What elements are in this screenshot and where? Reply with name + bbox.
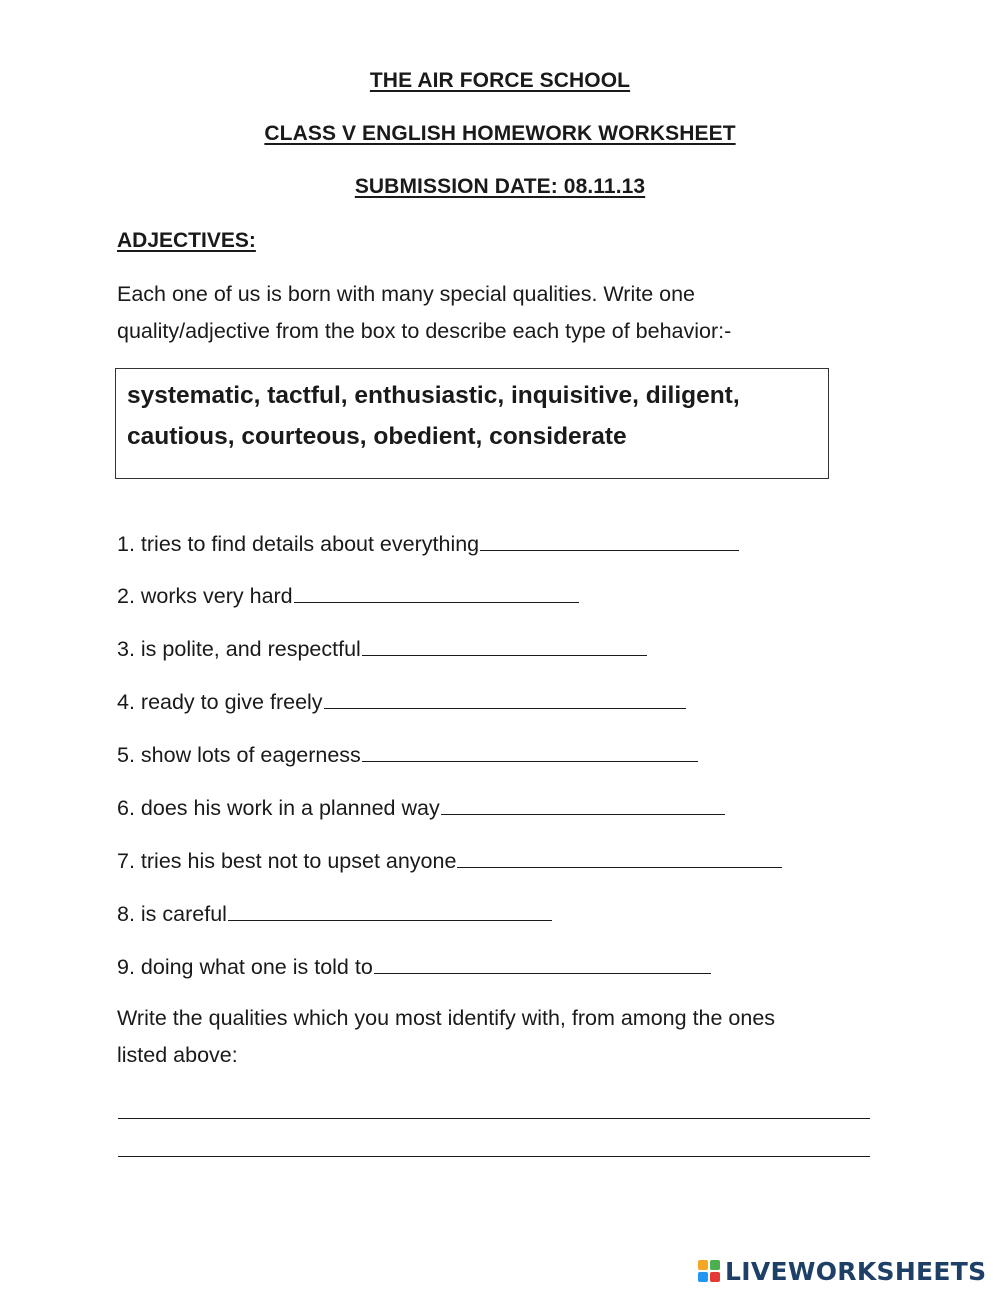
question-text: 7. tries his best not to upset anyone <box>117 849 457 873</box>
instruction-line-2: quality/adjective from the box to describe each type of behavior:- <box>117 319 732 343</box>
final-prompt-line-2: listed above: <box>117 1043 238 1067</box>
answer-blank[interactable] <box>457 866 782 868</box>
block-4 <box>710 1272 720 1282</box>
answer-blank[interactable] <box>228 919 552 921</box>
final-prompt-line-1: Write the qualities which you most identify with, from among the ones <box>117 1006 776 1030</box>
answer-line-1[interactable] <box>118 1118 870 1119</box>
word-box <box>115 368 829 479</box>
question-1 <box>117 529 739 559</box>
worksheet-title: CLASS V ENGLISH HOMEWORK WORKSHEET <box>264 122 736 145</box>
answer-blank[interactable] <box>374 972 711 974</box>
answer-blank[interactable] <box>362 760 698 762</box>
block-3 <box>698 1272 708 1282</box>
answer-blank[interactable] <box>441 813 725 815</box>
instruction-line-1: Each one of us is born with many special qualities. Write one <box>117 282 696 306</box>
question-9 <box>117 952 711 982</box>
question-5 <box>117 740 698 770</box>
question-text: 8. is careful <box>117 902 227 926</box>
block-1 <box>698 1260 708 1270</box>
question-text: 9. doing what one is told to <box>117 955 373 979</box>
block-2 <box>710 1260 720 1270</box>
answer-blank[interactable] <box>324 707 686 709</box>
question-8 <box>117 899 552 929</box>
question-text: 4. ready to give freely <box>117 690 323 714</box>
question-text: 5. show lots of eagerness <box>117 743 361 767</box>
final-prompt <box>117 1000 877 1074</box>
answer-blank[interactable] <box>294 601 579 603</box>
word-box-line-1: systematic, tactful, enthusiastic, inquisitive, diligent, <box>127 382 740 409</box>
school-name: THE AIR FORCE SCHOOL <box>369 69 631 92</box>
question-text: 6. does his work in a planned way <box>117 796 440 820</box>
instructions <box>117 276 877 350</box>
answer-blank[interactable] <box>480 549 739 551</box>
answer-line-2[interactable] <box>118 1156 870 1157</box>
section-title: ADJECTIVES: <box>117 229 256 252</box>
word-box-line-2: cautious, courteous, obedient, considerate <box>127 423 627 450</box>
answer-blank[interactable] <box>362 654 647 656</box>
blocks-icon <box>698 1260 720 1282</box>
logo-text: LIVEWORKSHEETS <box>725 1256 987 1286</box>
question-2 <box>117 581 579 611</box>
question-6 <box>117 793 725 823</box>
question-3 <box>117 634 647 664</box>
submission-date: SUBMISSION DATE: 08.11.13 <box>354 175 646 198</box>
question-text: 2. works very hard <box>117 584 293 608</box>
question-text: 1. tries to find details about everything <box>117 532 480 556</box>
question-7 <box>117 846 782 876</box>
question-4 <box>117 687 686 717</box>
liveworksheets-logo <box>698 1256 986 1286</box>
question-text: 3. is polite, and respectful <box>117 637 361 661</box>
